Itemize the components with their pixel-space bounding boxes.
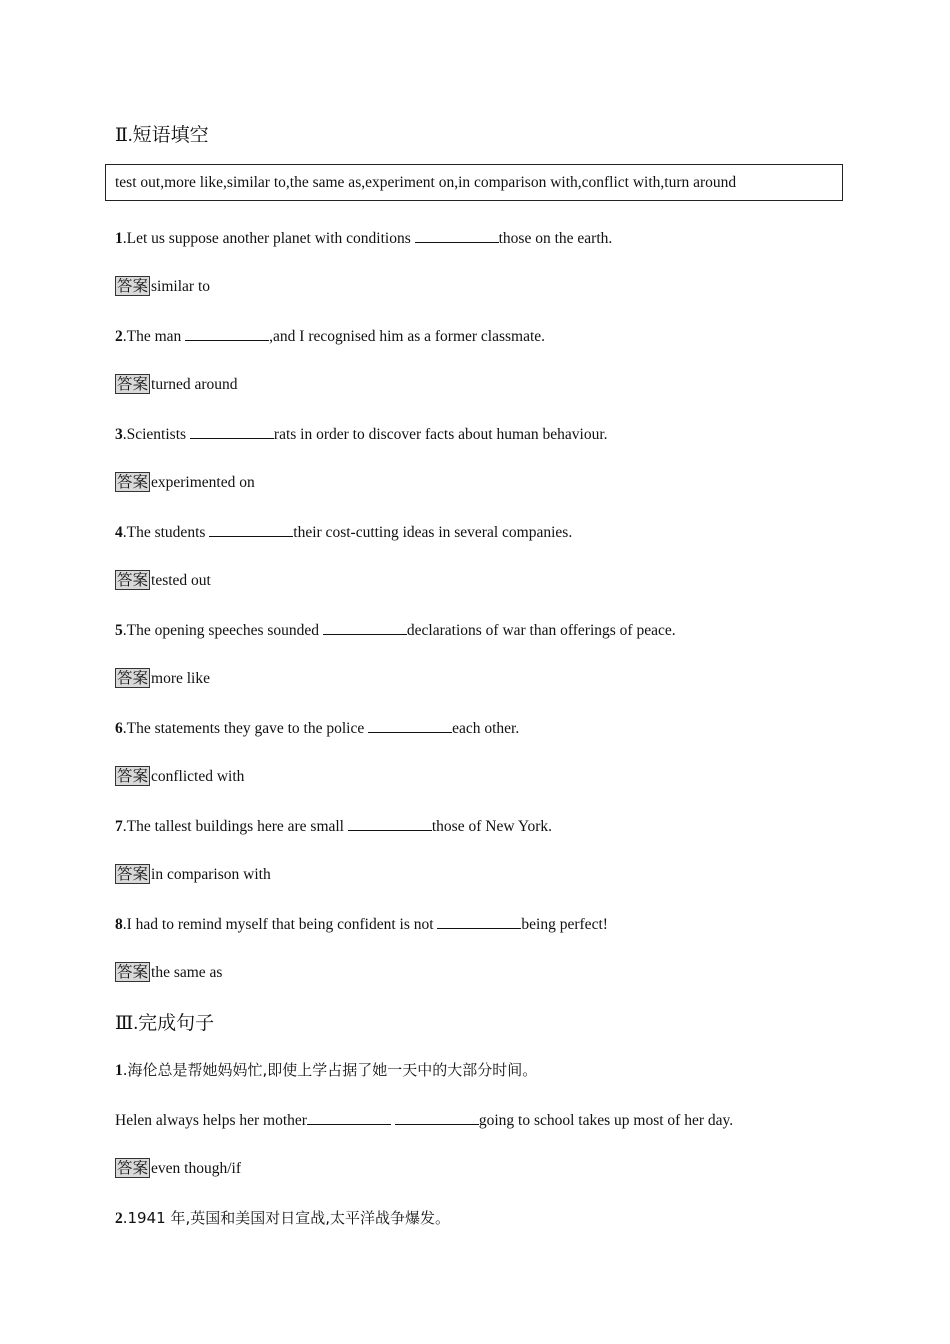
answer-badge: 答案 (117, 767, 149, 785)
fill-blank (348, 816, 432, 831)
question-text-after: those of New York. (431, 818, 552, 835)
english-text-after: going to school takes up most of her day. (478, 1112, 734, 1129)
answer-5 (115, 668, 210, 689)
question-text-before: .The students (122, 524, 210, 541)
fill-blank (368, 718, 452, 733)
question-text-after: ,and I recognised him as a former classmate. (269, 328, 546, 345)
question-6 (115, 718, 519, 739)
translation-1-chinese (115, 1060, 537, 1081)
answer-2 (115, 374, 238, 395)
answer-badge: 答案 (117, 375, 149, 393)
chinese-sentence: .1941 年,英国和美国对日宣战,太平洋战争爆发。 (122, 1209, 450, 1227)
answer-text: in comparison with (151, 866, 271, 883)
fill-blank (415, 228, 499, 243)
question-text-after: declarations of war than offerings of peace. (406, 622, 676, 639)
question-number: 3 (115, 426, 123, 443)
fill-blank (209, 522, 293, 537)
answer-text: experimented on (151, 474, 255, 491)
question-number: 1 (115, 230, 123, 247)
question-number: 8 (115, 916, 123, 933)
chinese-sentence: .海伦总是帮她妈妈忙,即使上学占据了她一天中的大部分时间。 (122, 1061, 538, 1079)
question-text-before: .The man (122, 328, 186, 345)
answer-8 (115, 962, 222, 983)
question-text-after: rats in order to discover facts about human behaviour. (273, 426, 608, 443)
answer-text: turned around (151, 376, 238, 393)
answer-3 (115, 472, 255, 493)
question-number: 7 (115, 818, 123, 835)
question-text-before: .The statements they gave to the police (122, 720, 369, 737)
answer-1 (115, 276, 210, 297)
question-text-before: .Let us suppose another planet with conditions (122, 230, 415, 247)
question-1 (115, 228, 612, 249)
answer-badge: 答案 (117, 669, 149, 687)
word-bank-text: test out,more like,similar to,the same as,experiment on,in comparison with,conflict with,turn around (115, 173, 737, 191)
section-2-title: Ⅱ.短语填空 (115, 125, 209, 146)
answer-badge: 答案 (117, 571, 149, 589)
answer-badge: 答案 (117, 277, 149, 295)
question-text-after: being perfect! (521, 916, 608, 933)
fill-blank (307, 1110, 391, 1125)
question-5 (115, 620, 676, 641)
question-2 (115, 326, 545, 347)
section-3-title: Ⅲ.完成句子 (115, 1013, 215, 1034)
answer-text: the same as (151, 964, 223, 981)
question-number: 2 (115, 1210, 123, 1227)
question-number: 5 (115, 622, 123, 639)
answer-text: conflicted with (151, 768, 245, 785)
translation-2-chinese (115, 1208, 450, 1229)
answer-badge: 答案 (117, 1159, 149, 1177)
question-4 (115, 522, 572, 543)
translation-1-english (115, 1110, 733, 1131)
answer-text: tested out (151, 572, 211, 589)
answer-badge: 答案 (117, 963, 149, 981)
question-number: 1 (115, 1062, 123, 1079)
question-text-after: those on the earth. (498, 230, 613, 247)
question-number: 2 (115, 328, 123, 345)
fill-blank (185, 326, 269, 341)
question-text-before: .Scientists (122, 426, 190, 443)
answer-7 (115, 864, 271, 885)
translation-answer-1 (115, 1158, 241, 1179)
answer-badge: 答案 (117, 473, 149, 491)
fill-blank (437, 914, 521, 929)
question-number: 6 (115, 720, 123, 737)
question-text-before: .I had to remind myself that being confident is not (122, 916, 438, 933)
question-8 (115, 914, 608, 935)
question-text-after: each other. (452, 720, 520, 737)
answer-text: similar to (151, 278, 210, 295)
answer-4 (115, 570, 211, 591)
answer-text: even though/if (151, 1160, 241, 1177)
fill-blank (323, 620, 407, 635)
question-3 (115, 424, 608, 445)
question-text-before: .The tallest buildings here are small (122, 818, 348, 835)
english-text-before: Helen always helps her mother (115, 1112, 307, 1129)
question-text-after: their cost-cutting ideas in several companies. (293, 524, 573, 541)
fill-blank (190, 424, 274, 439)
question-number: 4 (115, 524, 123, 541)
answer-6 (115, 766, 244, 787)
answer-text: more like (151, 670, 210, 687)
question-7 (115, 816, 552, 837)
answer-badge: 答案 (117, 865, 149, 883)
fill-blank (395, 1110, 479, 1125)
word-bank-box (105, 164, 843, 201)
question-text-before: .The opening speeches sounded (122, 622, 323, 639)
